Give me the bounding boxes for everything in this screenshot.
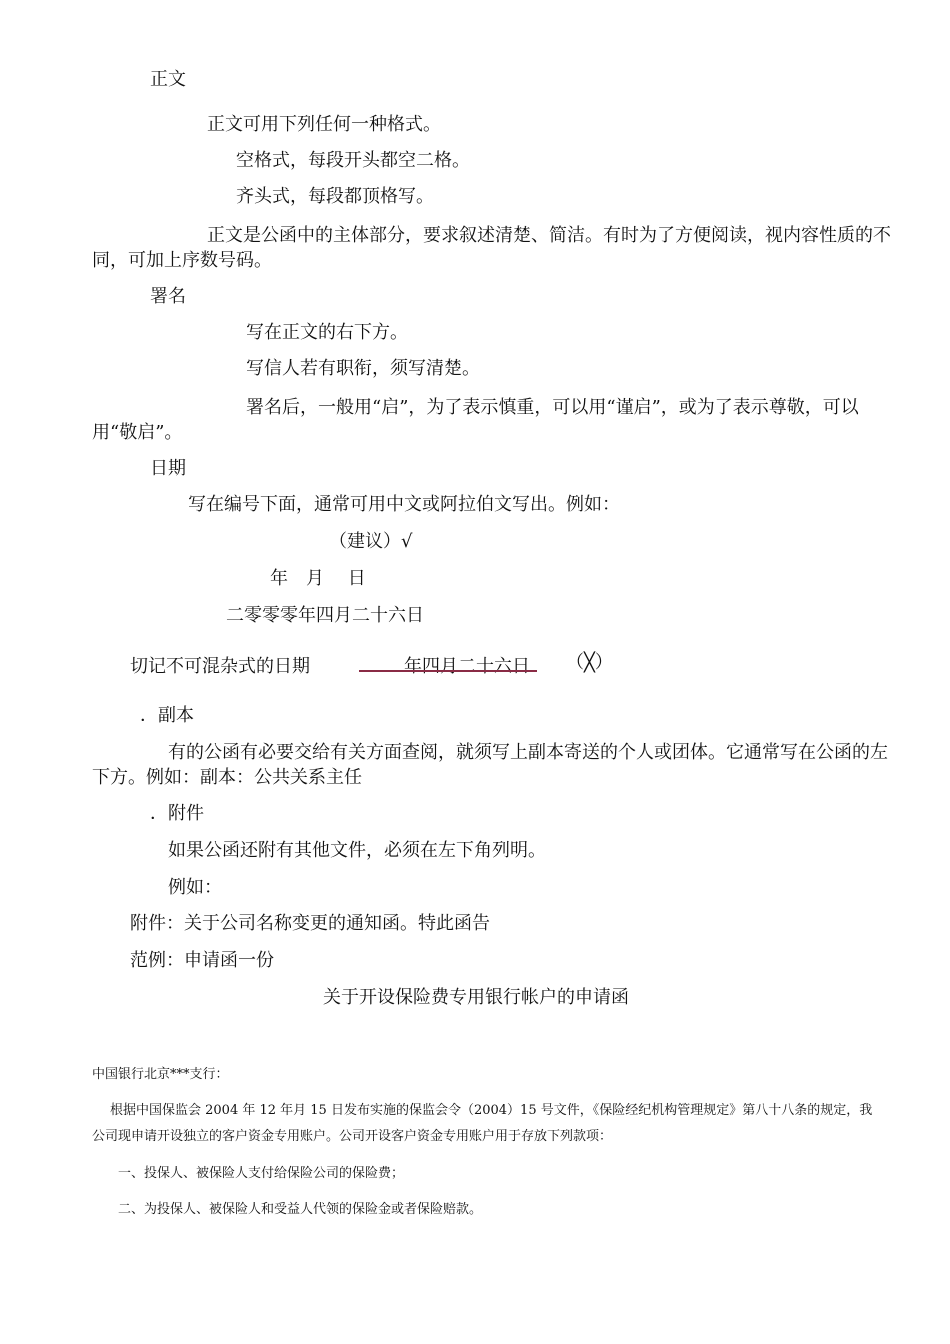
signature-heading: 署名 <box>150 286 186 307</box>
attachment-description: 如果公函还附有其他文件，必须在左下角列明。 <box>168 840 546 861</box>
letter-item-2: 二、为投保人、被保险人和受益人代领的保险金或者保险赔款。 <box>118 1202 483 1217</box>
signature-title-note: 写信人若有职衔，须写清楚。 <box>246 358 480 379</box>
body-heading: 正文 <box>150 69 186 90</box>
signature-description: 署名后，一般用“启”，为了表示慎重，可以用“谨启”，或为了表示尊敬，可以用“敬启”。 <box>92 397 859 443</box>
signature-position: 写在正文的右下方。 <box>246 322 408 343</box>
body-format-indent: 空格式，每段开头都空二格。 <box>236 150 470 171</box>
letter-title: 关于开设保险费专用银行帐户的申请函 <box>323 987 629 1008</box>
sample-label: 范例：申请函一份 <box>130 950 274 971</box>
attachment-example: 附件：关于公司名称变更的通知函。特此函告 <box>130 913 490 934</box>
copy-heading: ．副本 <box>140 705 194 726</box>
letter-body: 根据中国保监会 2004 年 12 年月 15 日发布实施的保监会令（2004）15 号文件，《保险经纪机构管理规定》第八十八条的规定，我公司现申请开设独立的客户资金专用账户。公司开设客户资金专用账户用于存放下列款项： <box>92 1103 873 1144</box>
date-warning: 切记不可混杂式的日期 <box>130 656 310 677</box>
date-description: 写在编号下面，通常可用中文或阿拉伯文写出。例如： <box>188 494 620 515</box>
date-heading: 日期 <box>150 458 186 479</box>
body-description: 正文是公函中的主体部分，要求叙述清楚、简洁。有时为了方便阅读，视内容性质的不同，可加上序数号码。 <box>92 225 891 271</box>
date-ymd-template: 年 月 日 <box>270 568 366 589</box>
letter-addressee: 中国银行北京***支行： <box>92 1067 229 1082</box>
date-example: 二零零零年四月二十六日 <box>226 605 424 626</box>
body-format-flush: 齐头式，每段都顶格写。 <box>236 186 434 207</box>
date-wrong-example: 年四月二十六日 <box>404 656 530 677</box>
attachment-example-label: 例如： <box>168 877 222 898</box>
letter-item-1: 一、投保人、被保险人支付给保险公司的保险费； <box>118 1166 405 1181</box>
copy-description: 有的公函有必要交给有关方面查阅，就须写上副本寄送的个人或团体。它通常写在公函的左下方。例如：副本：公共关系主任 <box>92 742 888 788</box>
wrong-mark: （╳） <box>566 652 613 673</box>
attachment-heading: ．附件 <box>150 803 204 824</box>
strikethrough-line <box>359 670 537 672</box>
body-formats-intro: 正文可用下列任何一种格式。 <box>207 114 441 135</box>
date-suggestion: （建议）√ <box>329 531 413 552</box>
